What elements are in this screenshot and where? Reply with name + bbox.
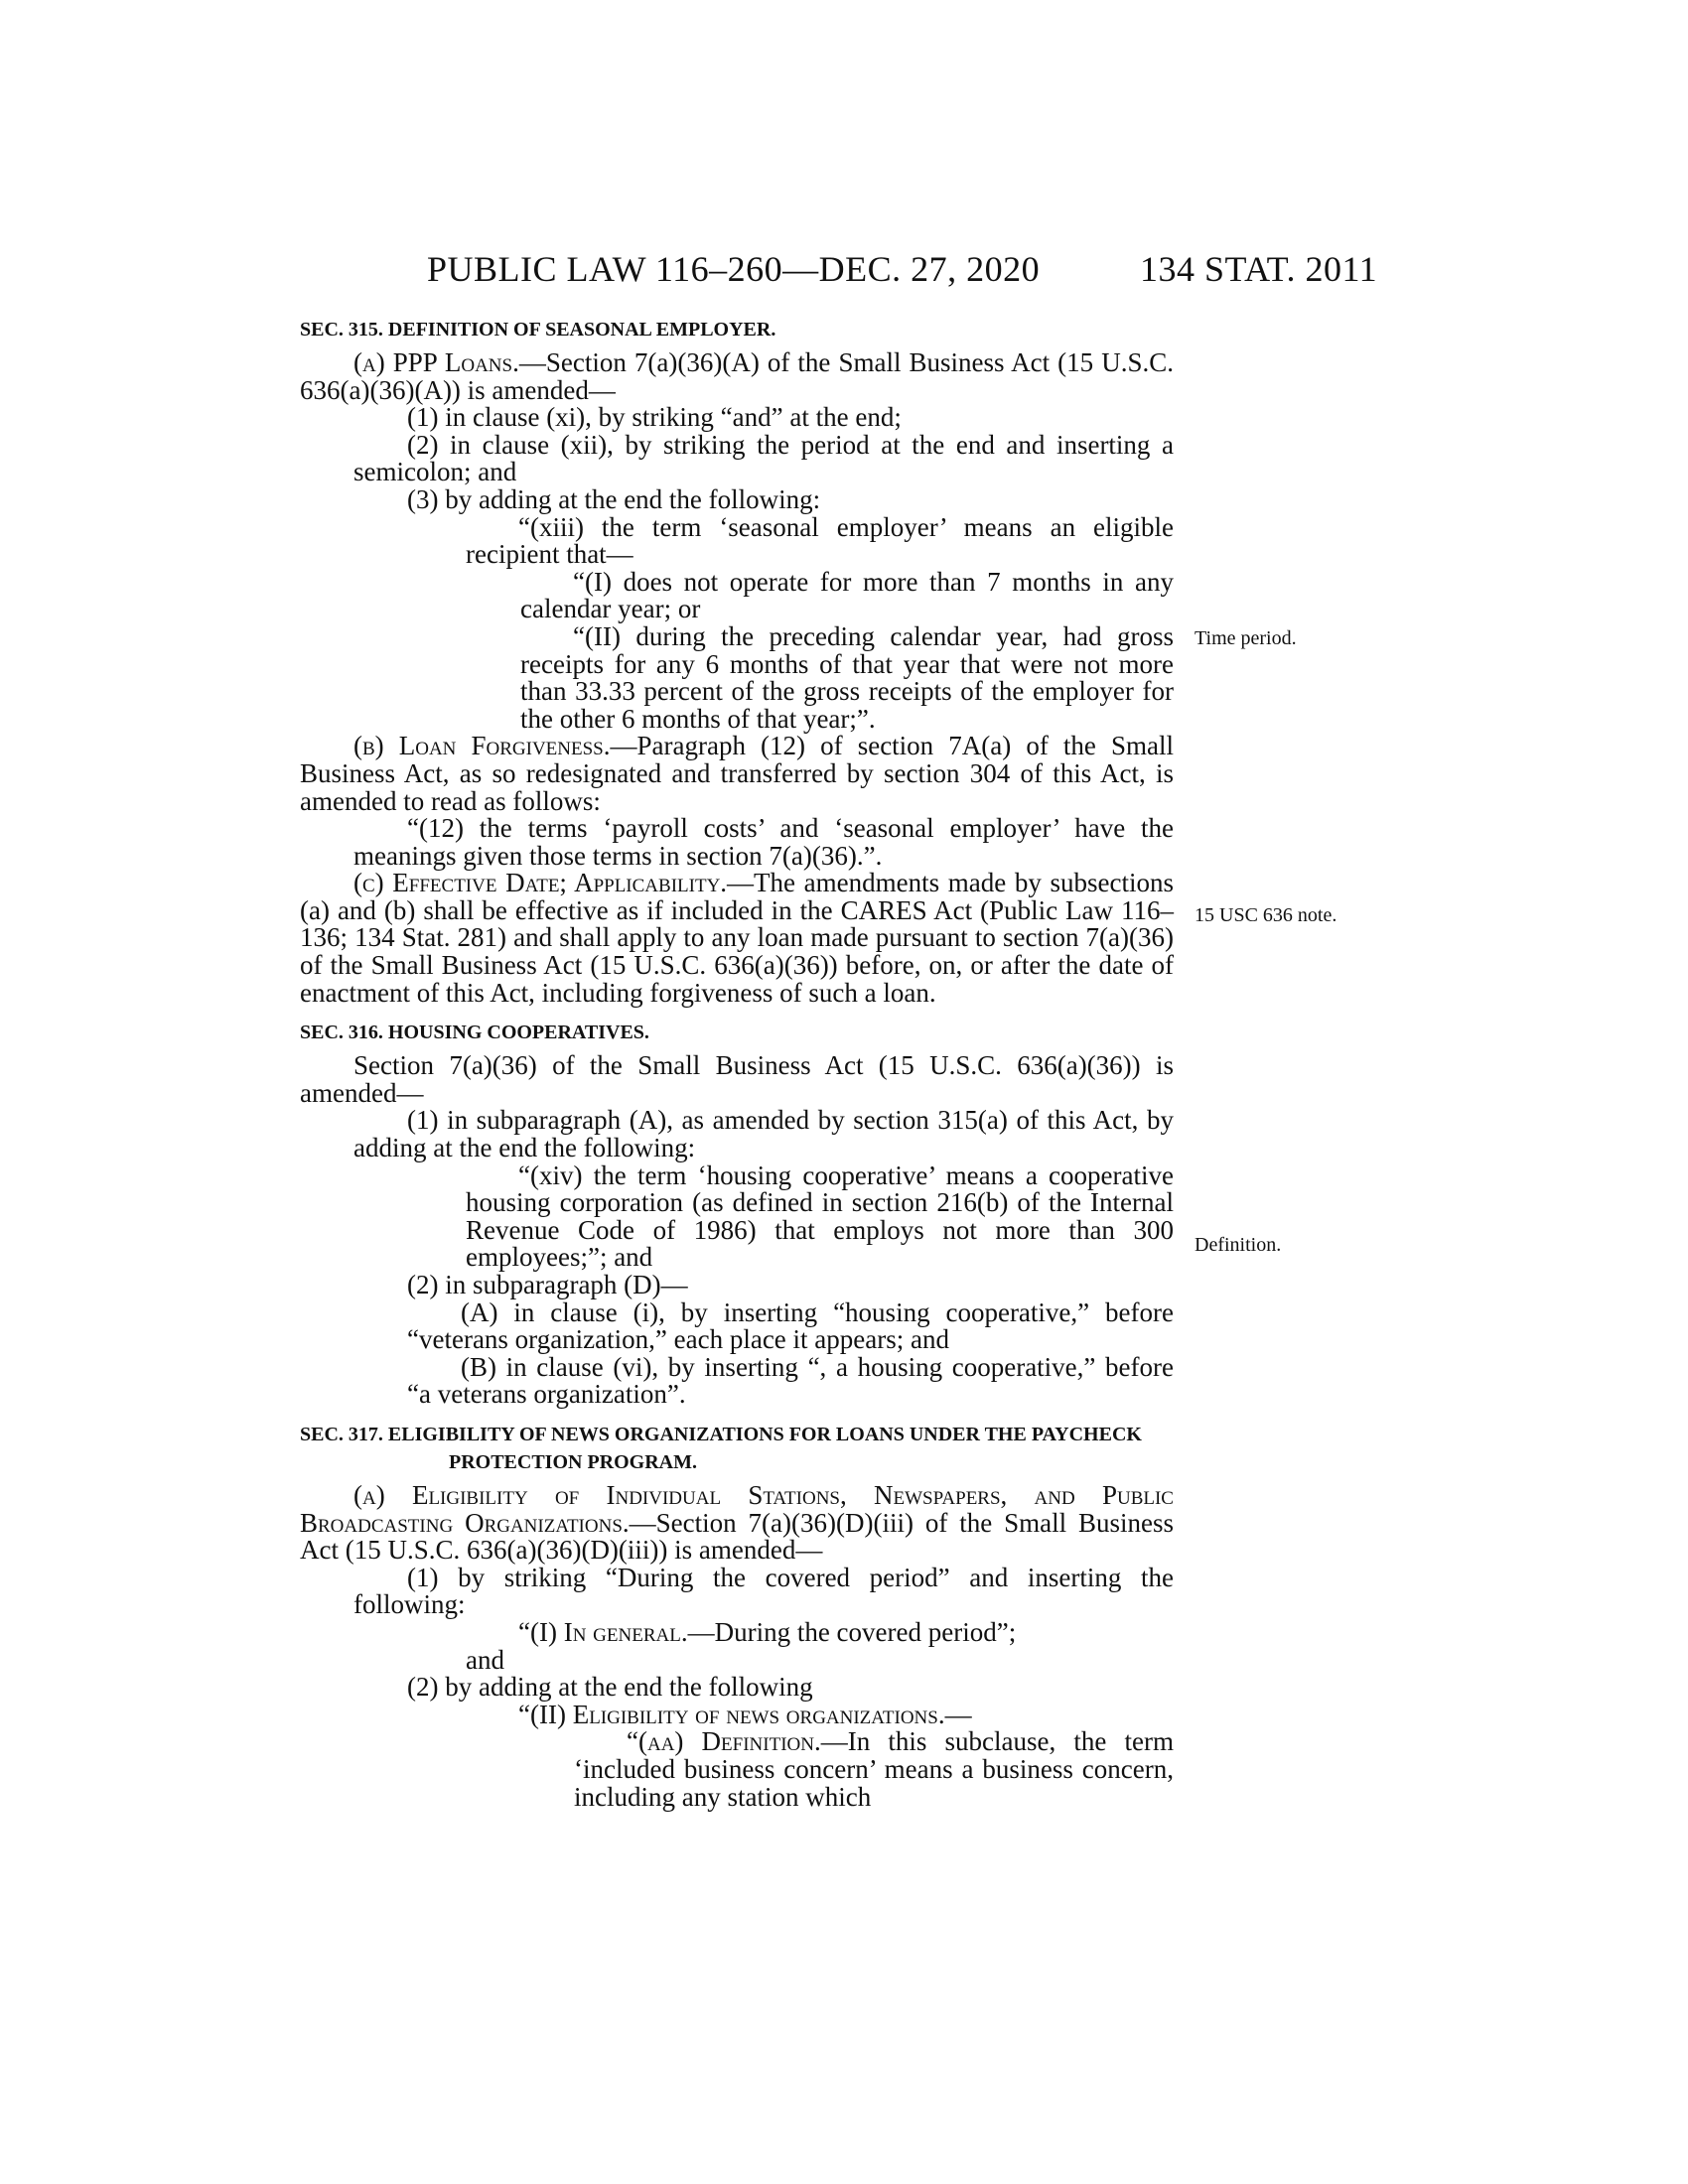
running-header-law: PUBLIC LAW 116–260—DEC. 27, 2020 — [427, 249, 1041, 289]
sec315-c-heading: (c) Effective Date; Applicability. — [353, 868, 728, 898]
sec315-subclause-I: “(I) does not operate for more than 7 months in any calendar year; or — [520, 566, 1174, 624]
sec315-b-text: —Paragraph (12) of section 7A(a) of the Small Business Act, as so redesignated and transferred by section 304 of this Act, is amended to read as follows: — [300, 731, 1174, 816]
sec315-subclause-II: “(II) during the preceding calendar year, had gross receipts for any 6 months of that year that were not more than 33.33 percent of the gross receipts of the employer for the other 6 months of that year;”. — [520, 620, 1174, 734]
sec315-subsection-c — [300, 870, 1174, 1007]
sec317-a-heading: (a) Eligibility of Individual Stations, Newspapers, and Public Broadcasting Organizations. — [300, 1479, 1174, 1538]
sec317-subclause-II — [300, 1699, 1174, 1729]
sec315-a-heading: (a) PPP Loans. — [353, 347, 519, 377]
sec317-II-dash: — — [944, 1699, 972, 1729]
sec315-a-paragraph-1: (1) in clause (xi), by striking “and” at the end; — [407, 402, 902, 433]
sec315-b-heading: (b) Loan Forgiveness. — [353, 731, 611, 761]
sec315-subsection-a — [300, 349, 1174, 404]
sec317-a-text: —Section 7(a)(36)(D)(iii) of the Small Business Act (15 U.S.C. 636(a)(36)(D)(iii)) is amended— — [300, 1507, 1174, 1566]
sec316-clause-xiv: “(xiv) the term ‘housing cooperative’ means a cooperative housing corporation (as defined in section 216(b) of the Internal Revenue Code of 1986) that employs not more than 300 employees;”; and — [466, 1160, 1174, 1273]
sec317-a-paragraph-2: (2) by adding at the end the following — [407, 1672, 813, 1703]
sec317-and: and — [466, 1644, 504, 1675]
sec317-I-text: —During the covered period”; — [687, 1616, 1017, 1647]
margin-note-usc: 15 USC 636 note. — [1195, 904, 1337, 926]
sec317-a-paragraph-1: (1) by striking “During the covered period” and inserting the following: — [353, 1562, 1174, 1620]
section-316-heading: SEC. 316. HOUSING COOPERATIVES. — [300, 1022, 649, 1044]
sec317-II-heading: “(II) Eligibility of news organizations. — [518, 1699, 945, 1729]
sec315-c-text: —The amendments made by subsections (a) and (b) shall be effective as if included in the CARES Act (Public Law 116–136; 134 Stat. 281) and shall apply to any loan made pursuant to section 7(a)(36) of the Small Business Act (15 U.S.C. 636(a)(36)) before, on, or after the date of enactment of this Act, including forgiveness of such a loan. — [300, 868, 1174, 1008]
sec317-aa-heading: “(aa) Definition. — [627, 1726, 821, 1757]
sec317-item-aa — [300, 1728, 1174, 1811]
sec317-aa-text: —In this subclause, the term ‘included business concern’ means a business concern, including any station which — [574, 1726, 1174, 1812]
running-header-stat-page: 134 STAT. 2011 — [1140, 249, 1378, 289]
sec315-subsection-b — [300, 733, 1174, 815]
sec315-a-paragraph-2: (2) in clause (xii), by striking the period at the end and inserting a semicolon; and — [353, 429, 1174, 487]
margin-note-definition: Definition. — [1195, 1234, 1282, 1256]
section-317-heading: SEC. 317. ELIGIBILITY OF NEWS ORGANIZATIONS FOR LOANS UNDER THE PAYCHECK PROTECTION PROGRAM. — [300, 1423, 1142, 1473]
sec315-clause-xiii: “(xiii) the term ‘seasonal employer’ means an eligible recipient that— — [466, 511, 1174, 570]
section-315-heading: SEC. 315. DEFINITION OF SEASONAL EMPLOYER. — [300, 319, 776, 341]
sec315-a-text: —Section 7(a)(36)(A) of the Small Business Act (15 U.S.C. 636(a)(36)(A)) is amended— — [300, 347, 1174, 405]
sec317-I-heading: “(I) In general. — [518, 1616, 688, 1647]
margin-note-time-period: Time period. — [1195, 627, 1297, 649]
sec316-subparagraph-B: (B) in clause (vi), by inserting “, a housing cooperative,” before “a veterans organization”. — [407, 1351, 1174, 1410]
sec315-a-paragraph-3: (3) by adding at the end the following: — [407, 483, 821, 514]
sec317-subclause-I — [300, 1616, 1174, 1647]
document-body — [300, 316, 1174, 1811]
sec317-subsection-a — [300, 1479, 1174, 1566]
sec316-intro: Section 7(a)(36) of the Small Business Act (15 U.S.C. 636(a)(36)) is amended— — [300, 1050, 1174, 1108]
sec316-subparagraph-A: (A) in clause (i), by inserting “housing cooperative,” before “veterans organization,” each place it appears; and — [407, 1297, 1174, 1355]
sec316-paragraph-2: (2) in subparagraph (D)— — [407, 1270, 688, 1299]
sec316-paragraph-1: (1) in subparagraph (A), as amended by section 315(a) of this Act, by adding at the end the following: — [353, 1105, 1174, 1163]
sec315-b-paragraph-12: “(12) the terms ‘payroll costs’ and ‘seasonal employer’ have the meanings given those terms in section 7(a)(36).”. — [353, 813, 1174, 871]
